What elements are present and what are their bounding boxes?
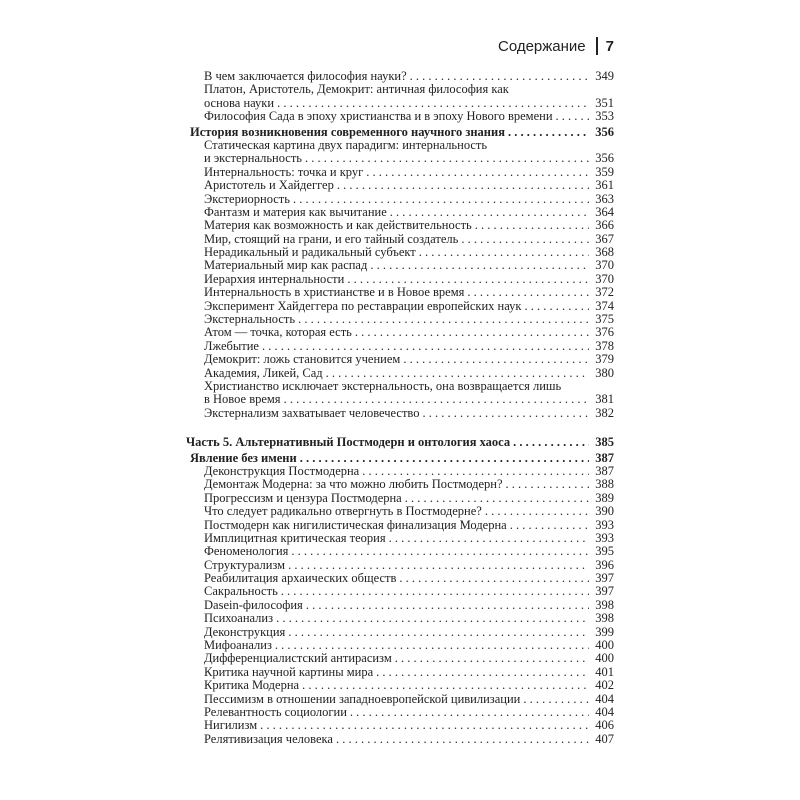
toc-entry-title: Часть 5. Альтернативный Постмодерн и онтология хаоса [186, 435, 511, 450]
toc-entry-title: Христианство исключает экстернальность, она возвращается лишь [204, 378, 562, 393]
toc-entry-page: 400 [595, 638, 614, 653]
toc-entry-title: Dasein-философия [204, 597, 303, 612]
toc-dot-leader [513, 436, 589, 449]
toc-entry-page: 376 [595, 325, 614, 340]
toc-dot-leader [403, 353, 589, 366]
toc-entry [186, 492, 614, 505]
toc-entry-title: Лжебытие [204, 338, 259, 353]
toc-entry [186, 706, 614, 719]
toc-entry-page: 366 [595, 218, 614, 233]
toc-entry [186, 505, 614, 518]
toc-entry [186, 83, 614, 96]
toc-dot-leader [485, 505, 589, 518]
toc-entry-title: Эксперимент Хайдеггера по реставрации европейских наук [204, 298, 522, 313]
toc-dot-leader [337, 179, 589, 192]
toc-entry-title: и экстернальность [204, 151, 302, 166]
toc-entry [186, 300, 614, 313]
toc-entry-title: Явление без имени [190, 450, 297, 465]
toc-entry [186, 219, 614, 232]
toc-dot-leader [350, 706, 589, 719]
toc-entry-page: 349 [595, 69, 614, 83]
toc-entry-title: Экстернализм захватывает человечество [204, 405, 420, 420]
toc-entry [186, 326, 614, 339]
toc-entry-page: 359 [595, 164, 614, 179]
toc-entry-page: 402 [595, 678, 614, 693]
toc-entry-title: Деконструкция Постмодерна [204, 463, 360, 478]
toc-dot-leader [277, 97, 589, 110]
toc-entry-page: 353 [595, 109, 614, 124]
toc-entry [186, 367, 614, 380]
toc-entry-title: Академия, Ликей, Сад [204, 365, 323, 380]
toc-entry-page: 379 [595, 352, 614, 367]
toc-dot-leader [467, 286, 589, 299]
toc-dot-leader [326, 367, 589, 380]
toc-entry-title: Платон, Аристотель, Демокрит: античная философия как [204, 82, 509, 97]
toc-entry-title: основа науки [204, 95, 275, 110]
toc-entry [186, 519, 614, 532]
toc-entry [186, 666, 614, 679]
toc-chapter-heading [186, 452, 614, 465]
toc-entry-title: История возникновения современного научного знания [190, 124, 505, 139]
toc-entry-title: Критика научной картины мира [204, 664, 374, 679]
toc-dot-leader [395, 652, 589, 665]
toc-entry-page: 397 [595, 571, 614, 586]
toc-entry [186, 719, 614, 732]
toc-dot-leader [306, 599, 589, 612]
toc-entry [186, 233, 614, 246]
toc-entry-title: Нерадикальный и радикальный субъект [204, 245, 416, 260]
toc-entry-title: Деконструкция [204, 624, 286, 639]
toc-dot-leader [276, 612, 589, 625]
toc-entry-title: Постмодерн как нигилистическая финализация Модерна [204, 517, 507, 532]
toc-entry-page: 395 [595, 544, 614, 559]
toc-entry [186, 733, 614, 746]
toc-entry-title: Релятивизация человека [204, 731, 333, 746]
toc-entry-title: Прогрессизм и цензура Постмодерна [204, 490, 402, 505]
running-head-title: Содержание [497, 37, 586, 55]
toc-entry-page: 370 [595, 258, 614, 273]
toc-dot-leader [523, 693, 589, 706]
toc-dot-leader [410, 70, 589, 83]
toc-dot-leader [260, 719, 589, 732]
toc-entry-title: Пессимизм в отношении западноевропейской цивилизации [204, 691, 521, 706]
toc-entry [186, 679, 614, 692]
toc-dot-leader [275, 639, 589, 652]
toc-entry-title: В чем заключается философия науки? [204, 69, 407, 83]
toc-entry [186, 532, 614, 545]
toc-entry-title: Экстериорность [204, 191, 290, 206]
toc-entry-title: Феноменология [204, 544, 289, 559]
toc-entry-title: Статическая картина двух парадигм: интернальность [204, 137, 488, 152]
toc-dot-leader [405, 492, 589, 505]
toc-entry-title: Что следует радикально отвергнуть в Постмодерне? [204, 504, 482, 519]
toc-dot-leader [298, 313, 589, 326]
toc-entry-page: 370 [595, 271, 614, 286]
toc-entry [186, 612, 614, 625]
toc-entry [186, 259, 614, 272]
toc-dot-leader [293, 193, 589, 206]
toc-entry-page: 374 [595, 298, 614, 313]
toc-entry-title: Демокрит: ложь становится учением [204, 352, 401, 367]
toc-entry [186, 545, 614, 558]
toc-dot-leader [475, 219, 589, 232]
toc-dot-leader [390, 206, 589, 219]
toc-entry-page: 398 [595, 597, 614, 612]
toc-entry-page: 382 [595, 405, 614, 420]
toc-entry-title: Атом — точка, которая есть [204, 325, 352, 340]
toc-dot-leader [291, 545, 589, 558]
toc-entry-title: Структурализм [204, 557, 286, 572]
toc-entry [186, 273, 614, 286]
toc-entry [186, 585, 614, 598]
toc-entry-page: 361 [595, 178, 614, 193]
toc-dot-leader [399, 572, 589, 585]
toc-entry-page: 399 [595, 624, 614, 639]
running-head-page-number: 7 [605, 37, 614, 55]
toc-entry-page: 364 [595, 204, 614, 219]
toc-entry-page: 398 [595, 611, 614, 626]
toc-dot-leader [370, 259, 589, 272]
toc-dot-leader [376, 666, 589, 679]
toc-entry-page: 356 [595, 151, 614, 166]
toc-entry-page: 389 [595, 490, 614, 505]
toc-entry-page: 404 [595, 704, 614, 719]
toc-entry [186, 626, 614, 639]
toc-part-heading [186, 436, 614, 449]
toc-entry [186, 340, 614, 353]
toc-entry-title: Иерархия интернальности [204, 271, 345, 286]
toc-entry [186, 179, 614, 192]
toc-entry-title: Аристотель и Хайдеггер [204, 178, 334, 193]
toc-entry [186, 353, 614, 366]
toc-entry [186, 407, 614, 420]
toc-entry [186, 139, 614, 152]
toc-entry [186, 193, 614, 206]
toc-dot-leader [302, 679, 589, 692]
toc-dot-leader [461, 233, 589, 246]
toc-entry-title: Мир, стоящий на грани, и его тайный создатель [204, 231, 459, 246]
toc-entry-page: 368 [595, 245, 614, 260]
toc-dot-leader [288, 626, 589, 639]
toc-dot-leader [389, 532, 589, 545]
toc-entry-title: в Новое время [204, 392, 281, 407]
toc-entry-page: 388 [595, 477, 614, 492]
toc-entry [186, 478, 614, 491]
toc-dot-leader [556, 110, 589, 123]
toc-entry [186, 110, 614, 123]
toc-chapter-heading [186, 126, 614, 139]
toc-dot-leader [366, 166, 589, 179]
toc-entry-title: Релевантность социологии [204, 704, 347, 719]
toc-entry [186, 572, 614, 585]
toc-entry-title: Интернальность: точка и круг [204, 164, 364, 179]
toc-entry-title: Материальный мир как распад [204, 258, 368, 273]
toc-entry-page: 372 [595, 285, 614, 300]
running-head [498, 37, 614, 55]
toc-entry [186, 70, 614, 83]
toc-entry [186, 639, 614, 652]
toc-entry-page: 393 [595, 530, 614, 545]
toc-entry-page: 380 [595, 365, 614, 380]
toc-entry [186, 465, 614, 478]
toc-entry-page: 390 [595, 504, 614, 519]
toc-dot-leader [419, 246, 589, 259]
toc-dot-leader [355, 326, 589, 339]
toc-entry-title: Сакральность [204, 584, 278, 599]
toc-entry-title: Фантазм и материя как вычитание [204, 204, 387, 219]
toc-entry [186, 206, 614, 219]
toc-entry [186, 313, 614, 326]
running-head-separator [596, 37, 598, 55]
toc-entry-title: Материя как возможность и как действительность [204, 218, 472, 233]
toc-entry-title: Демонтаж Модерна: за что можно любить Постмодерн? [204, 477, 503, 492]
toc-entry [186, 393, 614, 406]
toc-dot-leader [284, 393, 589, 406]
table-of-contents [186, 70, 614, 746]
toc-entry-page: 406 [595, 718, 614, 733]
toc-dot-leader [506, 478, 589, 491]
toc-entry-title: Интернальность в христианстве и в Новое время [204, 285, 465, 300]
toc-entry [186, 286, 614, 299]
toc-dot-leader [524, 300, 589, 313]
toc-dot-leader [262, 340, 589, 353]
toc-entry-page: 404 [595, 691, 614, 706]
toc-dot-leader [347, 273, 589, 286]
toc-entry-page: 367 [595, 231, 614, 246]
toc-entry-title: Реабилитация архаических обществ [204, 571, 397, 586]
toc-entry-page: 407 [595, 731, 614, 746]
toc-entry-page: 387 [595, 450, 614, 465]
toc-entry-page: 378 [595, 338, 614, 353]
toc-dot-leader [281, 585, 589, 598]
toc-entry-page: 401 [595, 664, 614, 679]
toc-entry-page: 381 [595, 392, 614, 407]
toc-dot-leader [336, 733, 589, 746]
toc-entry-page: 393 [595, 517, 614, 532]
toc-entry-page: 351 [595, 95, 614, 110]
toc-entry-page: 385 [595, 435, 614, 450]
toc-entry-title: Имплицитная критическая теория [204, 530, 386, 545]
toc-entry-page: 400 [595, 651, 614, 666]
toc-dot-leader [510, 519, 589, 532]
toc-entry [186, 693, 614, 706]
toc-entry-title: Дифференциалистский антирасизм [204, 651, 392, 666]
toc-dot-leader [508, 126, 589, 139]
toc-entry-title: Критика Модерна [204, 678, 300, 693]
toc-entry-page: 387 [595, 463, 614, 478]
toc-entry-page: 396 [595, 557, 614, 572]
toc-entry [186, 380, 614, 393]
toc-entry-title: Философия Сада в эпоху христианства и в эпоху Нового времени [204, 109, 553, 124]
toc-entry [186, 97, 614, 110]
toc-entry [186, 152, 614, 165]
toc-dot-leader [288, 559, 589, 572]
toc-entry-page: 397 [595, 584, 614, 599]
toc-entry [186, 559, 614, 572]
toc-entry [186, 166, 614, 179]
toc-entry-page: 356 [595, 124, 614, 139]
toc-entry [186, 246, 614, 259]
toc-entry-title: Психоанализ [204, 611, 274, 626]
toc-entry-title: Мифоанализ [204, 638, 272, 653]
toc-entry-title: Нигилизм [204, 718, 258, 733]
toc-entry-page: 363 [595, 191, 614, 206]
toc-dot-leader [362, 465, 589, 478]
toc-entry-title: Экстернальность [204, 312, 296, 327]
toc-dot-leader [300, 452, 589, 465]
toc-dot-leader [305, 152, 589, 165]
toc-entry-page: 375 [595, 312, 614, 327]
toc-entry [186, 599, 614, 612]
toc-dot-leader [423, 407, 590, 420]
toc-entry [186, 652, 614, 665]
